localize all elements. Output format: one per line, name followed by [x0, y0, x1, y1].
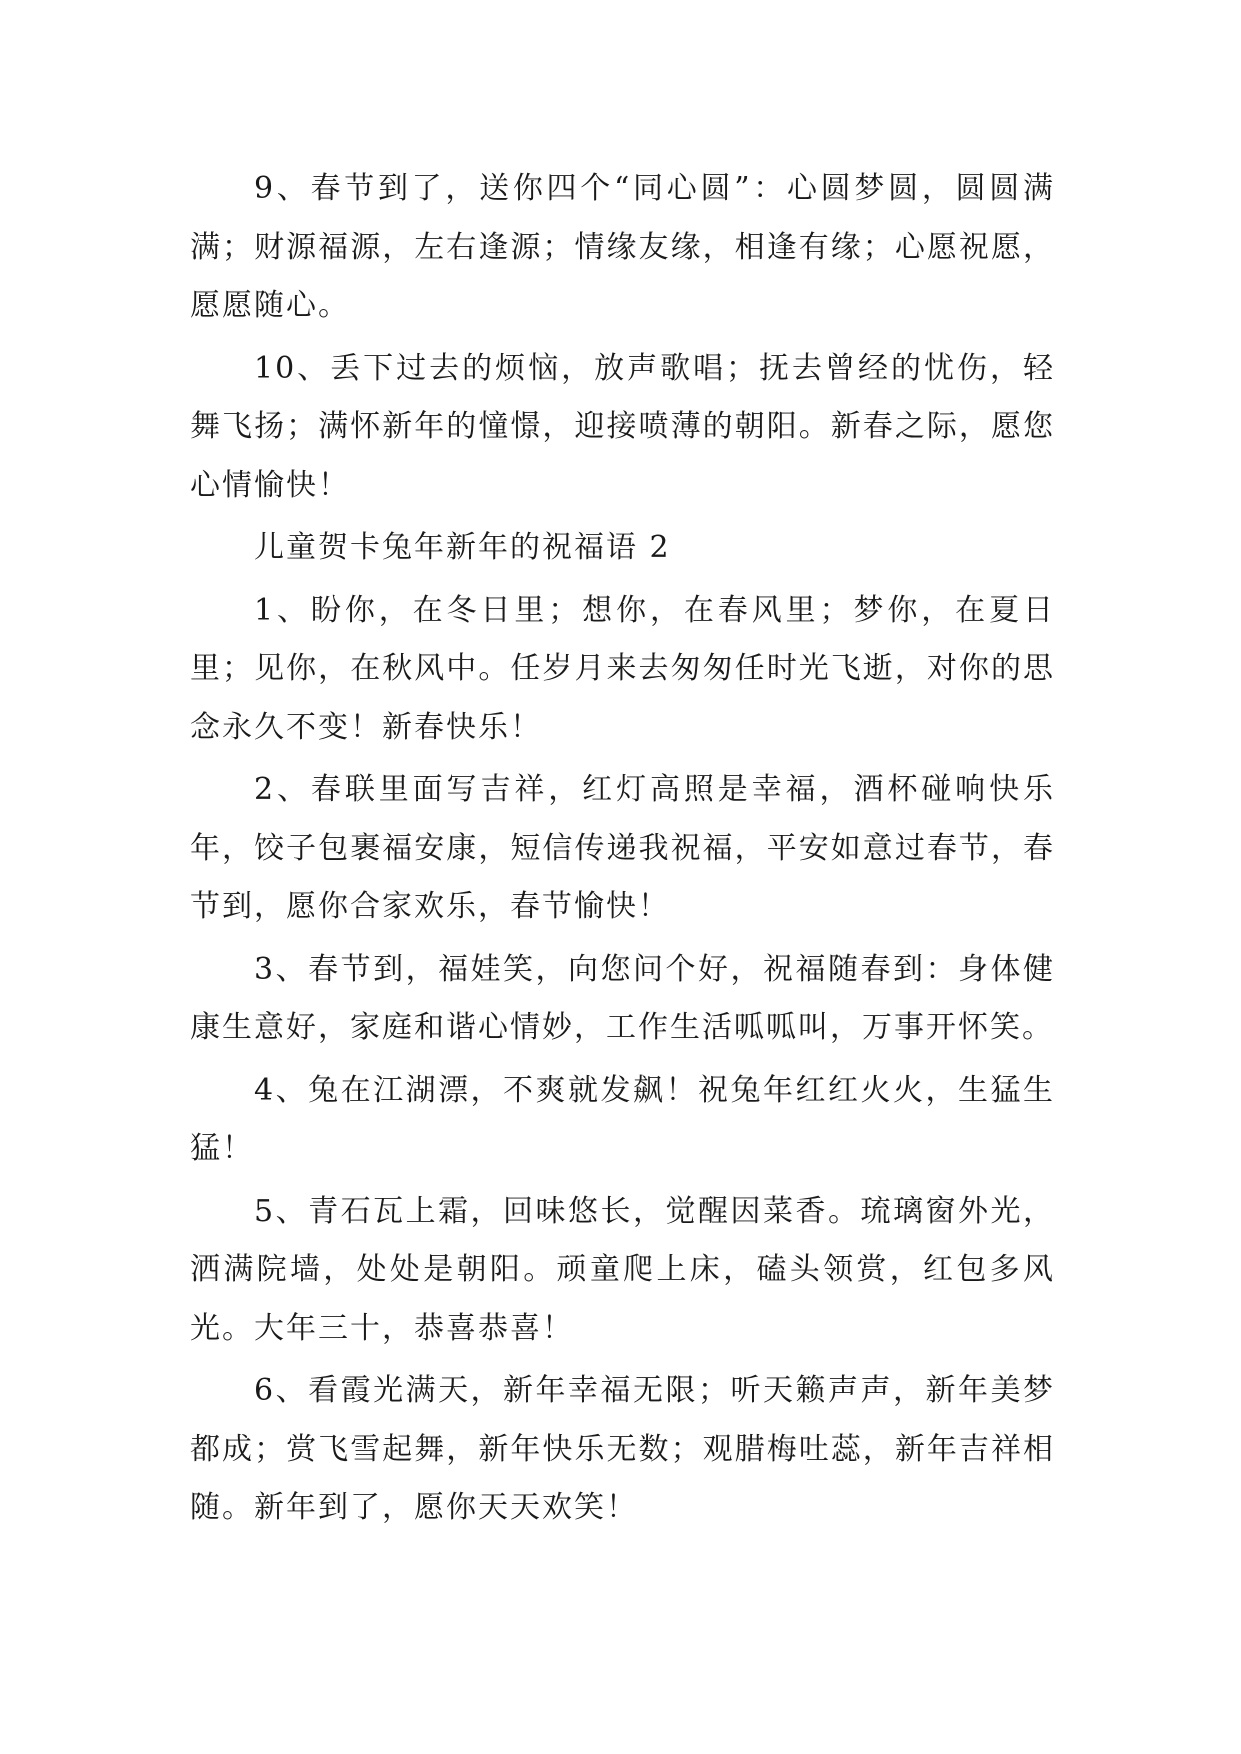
greeting-paragraph-1: 1、盼你，在冬日里；想你，在春风里；梦你，在夏日里；见你，在秋风中。任岁月来去匆匆任时光飞逝，对你的思念永久不变！新春快乐！	[190, 592, 1055, 745]
greeting-paragraph-9: 9、春节到了，送你四个“同心圆”：心圆梦圆，圆圆满满；财源福源，左右逢源；情缘友缘，相逢有缘；心愿祝愿，愿愿随心。	[190, 171, 1055, 323]
greeting-paragraph-2: 2、春联里面写吉祥，红灯高照是幸福，酒杯碰响快乐年，饺子包裹福安康，短信传递我祝福，平安如意过春节，春节到，愿你合家欢乐，春节愉快！	[190, 772, 1055, 924]
document-body	[190, 160, 1055, 1542]
greeting-paragraph-5: 5、青石瓦上霜，回味悠长，觉醒因菜香。琉璃窗外光，洒满院墙，处处是朝阳。顽童爬上床，磕头领赏，红包多风光。大年三十，恭喜恭喜！	[190, 1193, 1055, 1346]
greeting-paragraph-3: 3、春节到，福娃笑，向您问个好，祝福随春到：身体健康生意好，家庭和谐心情妙，工作生活呱呱叫，万事开怀笑。	[190, 951, 1055, 1045]
greeting-paragraph-4: 4、兔在江湖漂，不爽就发飙！祝兔年红红火火，生猛生猛！	[190, 1072, 1055, 1166]
greeting-paragraph-10: 10、丢下过去的烦恼，放声歌唱；抚去曾经的忧伤，轻舞飞扬；满怀新年的憧憬，迎接喷薄的朝阳。新春之际，愿您心情愉快！	[190, 350, 1055, 503]
greeting-paragraph-6: 6、看霞光满天，新年幸福无限；听天籁声声，新年美梦都成；赏飞雪起舞，新年快乐无数；观腊梅吐蕊，新年吉祥相随。新年到了，愿你天天欢笑！	[190, 1373, 1055, 1525]
section-heading: 儿童贺卡兔年新年的祝福语 2	[254, 530, 671, 565]
